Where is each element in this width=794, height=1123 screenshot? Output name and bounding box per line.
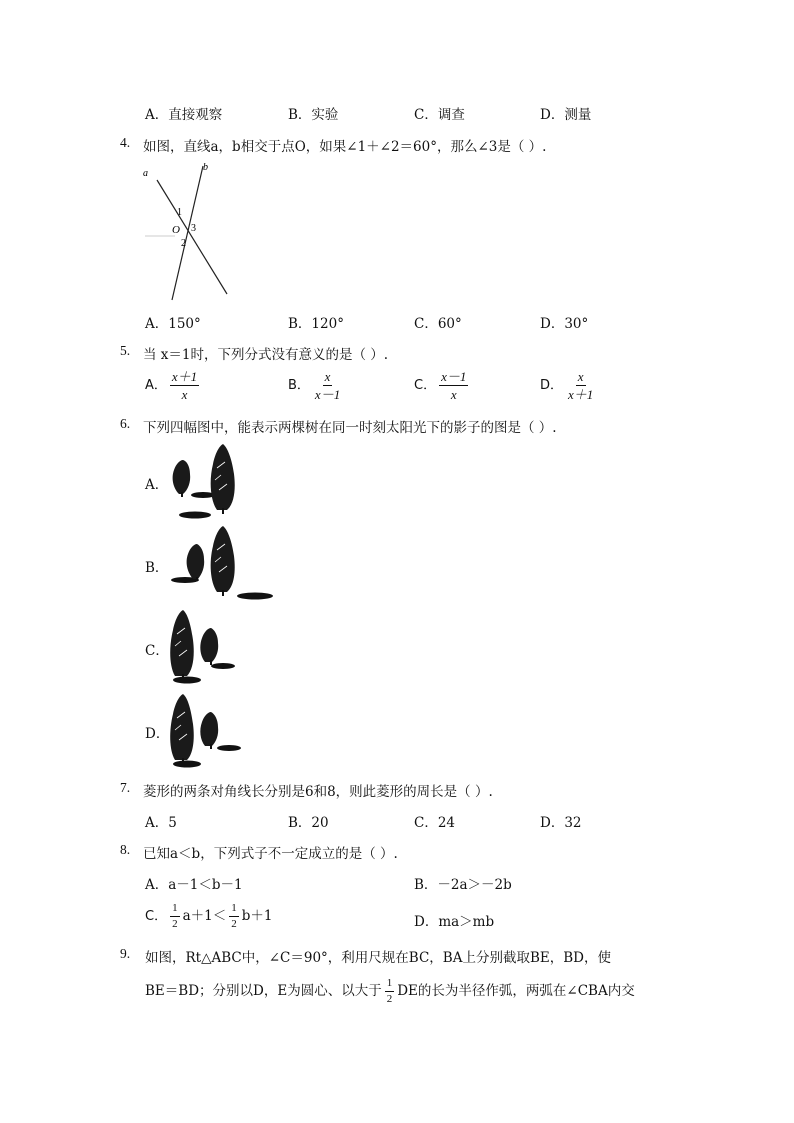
numerator: 1 [170, 903, 180, 917]
q8-number: 8. [120, 842, 131, 857]
q4-figure-intersecting-lines [135, 158, 245, 303]
q4-option-a: A．150° [145, 316, 201, 332]
q7-option-d: D．32 [540, 815, 582, 831]
numerator: x [324, 369, 331, 384]
q3-option-a: A．直接观察 [145, 107, 223, 123]
denominator: x＋1 [568, 387, 594, 402]
q8-option-b: B．－2a＞－2b [414, 877, 512, 893]
denominator: x [181, 387, 188, 402]
q4-option-d: D．30° [540, 316, 589, 332]
label-b: b [203, 162, 208, 173]
q7-option-b: B．20 [288, 815, 329, 831]
numerator: 1 [229, 903, 239, 917]
q3-option-d: D．测量 [540, 107, 592, 123]
option-label: D． [540, 378, 564, 393]
q9-line-2-end: DE的长为半径作弧，两弧在∠CBA内交 [397, 983, 635, 999]
option-label: B． [288, 378, 310, 393]
line-a [157, 180, 227, 294]
denominator: 2 [231, 918, 237, 930]
numerator: x [577, 369, 584, 384]
q3-option-b: B．实验 [288, 107, 339, 123]
q7-option-c: C．24 [414, 815, 456, 831]
q5-number: 5. [120, 343, 131, 358]
numerator: 1 [385, 978, 395, 992]
q8-option-c [145, 903, 272, 930]
option-label: C． [145, 909, 168, 924]
q5-option-a [145, 370, 202, 401]
q6-option-c-label: C． [145, 643, 169, 659]
q4-number: 4. [120, 135, 131, 150]
expr-middle: a＋1＜ [182, 908, 227, 924]
label-angle-1: 1 [177, 207, 182, 218]
q8-option-d: D．ma＞mb [414, 914, 495, 930]
q7-option-a: A．5 [145, 815, 177, 831]
q9-number: 9. [120, 946, 131, 961]
q6-number: 6. [120, 416, 131, 431]
q5-option-b [288, 370, 345, 401]
option-label: A． [145, 378, 167, 393]
q6-option-c-trees-image [165, 606, 255, 688]
q4-option-b: B．120° [288, 316, 344, 332]
denominator: x [450, 387, 457, 402]
q9-line-2 [145, 978, 635, 1005]
label-a: a [143, 168, 148, 179]
numerator: x＋1 [171, 369, 198, 384]
q8-stem: 已知a＜b，下列式子不一定成立的是（ ）. [143, 846, 398, 862]
label-angle-2: 2 [181, 238, 186, 249]
q6-option-b-trees-image [165, 522, 275, 604]
q5-option-c [414, 370, 471, 401]
q8-option-a: A．a－1＜b－1 [145, 877, 243, 893]
denominator: 2 [386, 993, 393, 1005]
denominator: 2 [172, 918, 178, 930]
q9-line-2-start: BE＝BD；分别以D，E为圆心、以大于 [145, 983, 382, 999]
label-angle-3: 3 [191, 223, 196, 234]
q4-option-c: C．60° [414, 316, 462, 332]
q6-stem: 下列四幅图中，能表示两棵树在同一时刻太阳光下的影子的图是（ ）. [143, 420, 557, 436]
option-label: C． [414, 378, 437, 393]
q9-line-1: 如图，Rt△ABC中，∠C＝90°，利用尺规在BC，BA上分别截取BE，BD，使 [145, 950, 611, 966]
q6-option-d-trees-image [165, 690, 255, 770]
q5-stem: 当 x＝1时，下列分式没有意义的是（ ）. [143, 347, 389, 363]
label-point-o: O [172, 224, 180, 236]
denominator: x－1 [314, 387, 341, 402]
q3-option-c: C．调查 [414, 107, 465, 123]
numerator: x－1 [441, 369, 467, 384]
q7-number: 7. [120, 780, 131, 795]
q6-option-a-trees-image [165, 440, 255, 520]
q6-option-b-label: B． [145, 560, 169, 576]
q7-stem: 菱形的两条对角线长分别是6和8，则此菱形的周长是（ ）. [143, 784, 493, 800]
q5-option-d [540, 370, 598, 401]
expr-end: b＋1 [241, 908, 273, 924]
q6-option-a-label: A． [145, 477, 169, 493]
q6-option-d-label: D． [145, 726, 170, 742]
q4-stem: 如图，直线a，b相交于点O，如果∠1＋∠2＝60°，那么∠3是（ ）. [143, 139, 547, 155]
